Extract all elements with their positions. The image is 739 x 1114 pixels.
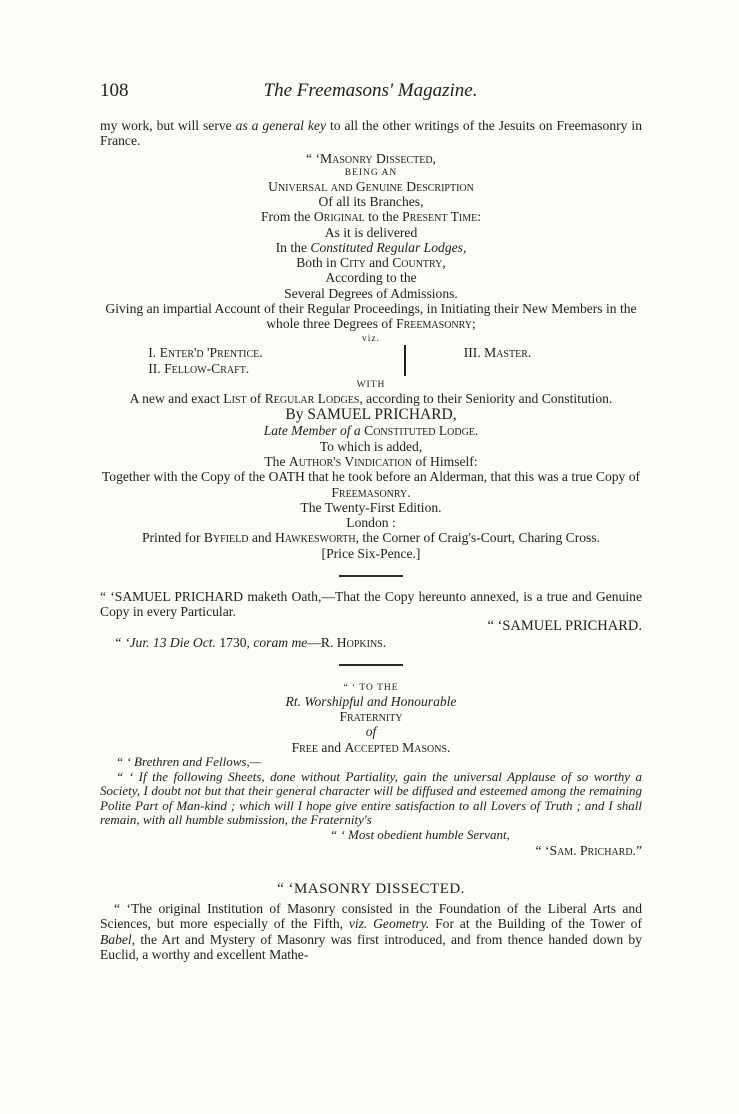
tp-t8c: and: [365, 255, 393, 271]
oath-paragraph: “ ‘SAMUEL PRICHARD maketh Oath,—That the Copy hereunto annexed, is a true and Genuine Copy in every Particular.: [100, 589, 642, 620]
running-title: The Freemasons' Magazine.: [263, 80, 478, 101]
tp-t12a: A new and exact: [129, 391, 224, 407]
intro-paragraph: [100, 118, 642, 148]
page-body: [100, 118, 642, 962]
tp-t11b: Freemasonry: [396, 316, 472, 332]
tp-t16c: of Himself:: [411, 453, 478, 469]
tp-added: To which is added,: [319, 438, 423, 454]
section-rule-1: [339, 575, 403, 577]
tp-t8a: Both in: [296, 255, 341, 271]
oath-jur-a: “ ‘Jur. 13 Die Oct.: [114, 634, 216, 650]
tp-viz: viz.: [362, 334, 380, 345]
tp-price: [Price Six-Pence.]: [321, 545, 421, 561]
tp-t7a: In the: [275, 239, 311, 255]
ded-close: “ ‘ Most obedient humble Servant,: [330, 827, 510, 843]
tp-t7b: Constituted Regular Lodges,: [310, 239, 467, 255]
tp-oath-copy: [94, 469, 648, 500]
ded-signed-c: ”: [635, 842, 642, 858]
tp-t20a: Printed for: [141, 530, 204, 546]
tp-with: WITH: [356, 380, 386, 391]
ded-d5c: Accepted Masons.: [344, 739, 451, 755]
tp-degree-right: [464, 345, 594, 376]
page-number: 108: [100, 80, 129, 101]
ded-d5b: and: [318, 739, 345, 755]
tp-t5e: :: [477, 209, 482, 225]
oath-block: [100, 589, 642, 650]
tp-degree-list: [100, 345, 642, 376]
tp-t14b: Constituted Lodge.: [364, 423, 479, 439]
intro-italic: as a general key: [235, 118, 326, 133]
sec-p-c: For at the Building of the Tower of: [429, 916, 642, 932]
tp-description: Universal and Genuine Description: [268, 178, 474, 194]
tp-t20b: Byfield: [203, 530, 249, 546]
oath-jur-b: 1730,: [215, 634, 254, 650]
tp-t16b: Author's Vindication: [288, 453, 412, 469]
oath-signature: “ ‘SAMUEL PRICHARD.: [487, 618, 642, 635]
sec-p-a: “ ‘The original Institution of Masonry consisted in the Foundation of the Liberal Arts and Sciences, but more especially of the Fifth,: [100, 901, 642, 932]
tp-city-country: [100, 255, 642, 270]
oath-jur-c: coram me: [253, 634, 308, 650]
ded-masons: [100, 740, 642, 755]
tp-t16a: The: [264, 453, 289, 469]
tp-title: “ ‘Masonry Dissected,: [306, 151, 436, 167]
tp-t12e: , according to their Seniority and Constitution.: [359, 391, 613, 407]
tp-t17b: Freemasonry.: [331, 484, 411, 500]
tp-being-an: BEING AN: [344, 167, 398, 178]
tp-t11c: ;: [471, 316, 476, 332]
tp-degree-2: II. Fellow-Craft.: [148, 360, 250, 376]
tp-from-original: [100, 209, 642, 224]
section-heading: “ ‘MASONRY DISSECTED.: [277, 880, 465, 897]
tp-t5c: to the: [364, 209, 403, 225]
dedication-block: [100, 682, 642, 858]
tp-lodges: [100, 240, 642, 255]
tp-london: London :: [346, 515, 396, 531]
tp-t20d: Hawkesworth: [274, 530, 356, 546]
tp-t12b: List: [223, 391, 247, 407]
tp-degree-divider: [404, 345, 406, 376]
tp-degree-left: [148, 345, 348, 376]
oath-jurat: [100, 635, 642, 650]
tp-t14a: Late Member of a: [263, 423, 365, 439]
tp-t11: Giving an impartial Account of their Regular Proceedings, in Initiating their New Members in the whole three Degrees of: [105, 301, 637, 332]
oath-jur-d: —R.: [307, 634, 337, 650]
tp-degrees: Several Degrees of Admissions.: [284, 285, 458, 301]
tp-edition: The Twenty-First Edition.: [300, 499, 442, 515]
tp-t5d: Present Time: [402, 209, 478, 225]
title-page-transcript: [100, 151, 642, 561]
section-masonry-dissected: [100, 882, 642, 962]
tp-vindication: [100, 454, 642, 469]
ded-fraternity: Fraternity: [339, 709, 403, 725]
tp-printed-for: [100, 530, 642, 545]
tp-t5a: From the: [260, 209, 314, 225]
sec-p-b: viz. Geometry.: [348, 916, 430, 932]
tp-degree-1: I. Enter'd 'Prentice.: [148, 345, 263, 361]
ded-signed-b: Sam. Prichard.: [549, 842, 636, 858]
intro-text-end: to all the other writings of the Jesuits on Freemasonry in France.: [100, 118, 642, 149]
ded-signed: [100, 843, 642, 858]
tp-late-member: [100, 423, 642, 438]
tp-t8d: Country,: [392, 255, 446, 271]
tp-t20e: , the Corner of Craig's-Court, Charing Cross.: [355, 530, 601, 546]
sec-p-e: the Art and Mystery of Masonry was first introduced, and from thence handed down by Euclid, a worthy and excellent Mathe-: [100, 931, 642, 962]
section-rule-2: [339, 664, 403, 666]
tp-branches: Of all its Branches,: [318, 194, 424, 209]
tp-giving: [100, 301, 642, 331]
ded-of: of: [365, 724, 377, 740]
tp-list: [100, 391, 642, 406]
section-paragraph: [100, 901, 642, 962]
intro-text: my work, but will serve: [100, 118, 236, 133]
tp-according: According to the: [325, 270, 417, 286]
tp-degree-3: III. Master.: [463, 345, 532, 361]
running-header: [100, 80, 641, 104]
tp-t17a: Together with the Copy of the OATH that he took before an Alderman, that this was a true Copy of: [101, 469, 641, 485]
tp-t12d: Regular Lodges: [264, 391, 360, 407]
ded-worshipful: Rt. Worshipful and Honourable: [285, 693, 457, 709]
tp-t5b: Original: [313, 209, 365, 225]
ded-to-the: “ ‘ TO THE: [343, 682, 399, 693]
tp-delivered: As it is delivered: [324, 224, 418, 240]
tp-author: By SAMUEL PRICHARD,: [285, 406, 457, 424]
ded-d5a: Free: [291, 739, 319, 755]
ded-salute: “ ‘ Brethren and Fellows,—: [116, 754, 262, 770]
ded-body: “ ‘ If the following Sheets, done without Partiality, gain the universal Applause of so worthy a Society, I doubt not but that their general character will be diffused and esteemed among the remaining Polite Part of Man-kind ; which will I hope give entire satisfaction to all Lovers of Truth ; and I shall remain, with all humble submission, the Fraternity's: [100, 768, 642, 828]
tp-t20c: and: [248, 530, 275, 546]
sec-p-d: Babel,: [100, 931, 136, 947]
oath-jur-e: Hopkins.: [336, 634, 387, 650]
tp-t12c: of: [246, 391, 265, 407]
tp-t8b: City: [340, 255, 366, 271]
ded-signed-a: “ ‘: [535, 842, 550, 858]
